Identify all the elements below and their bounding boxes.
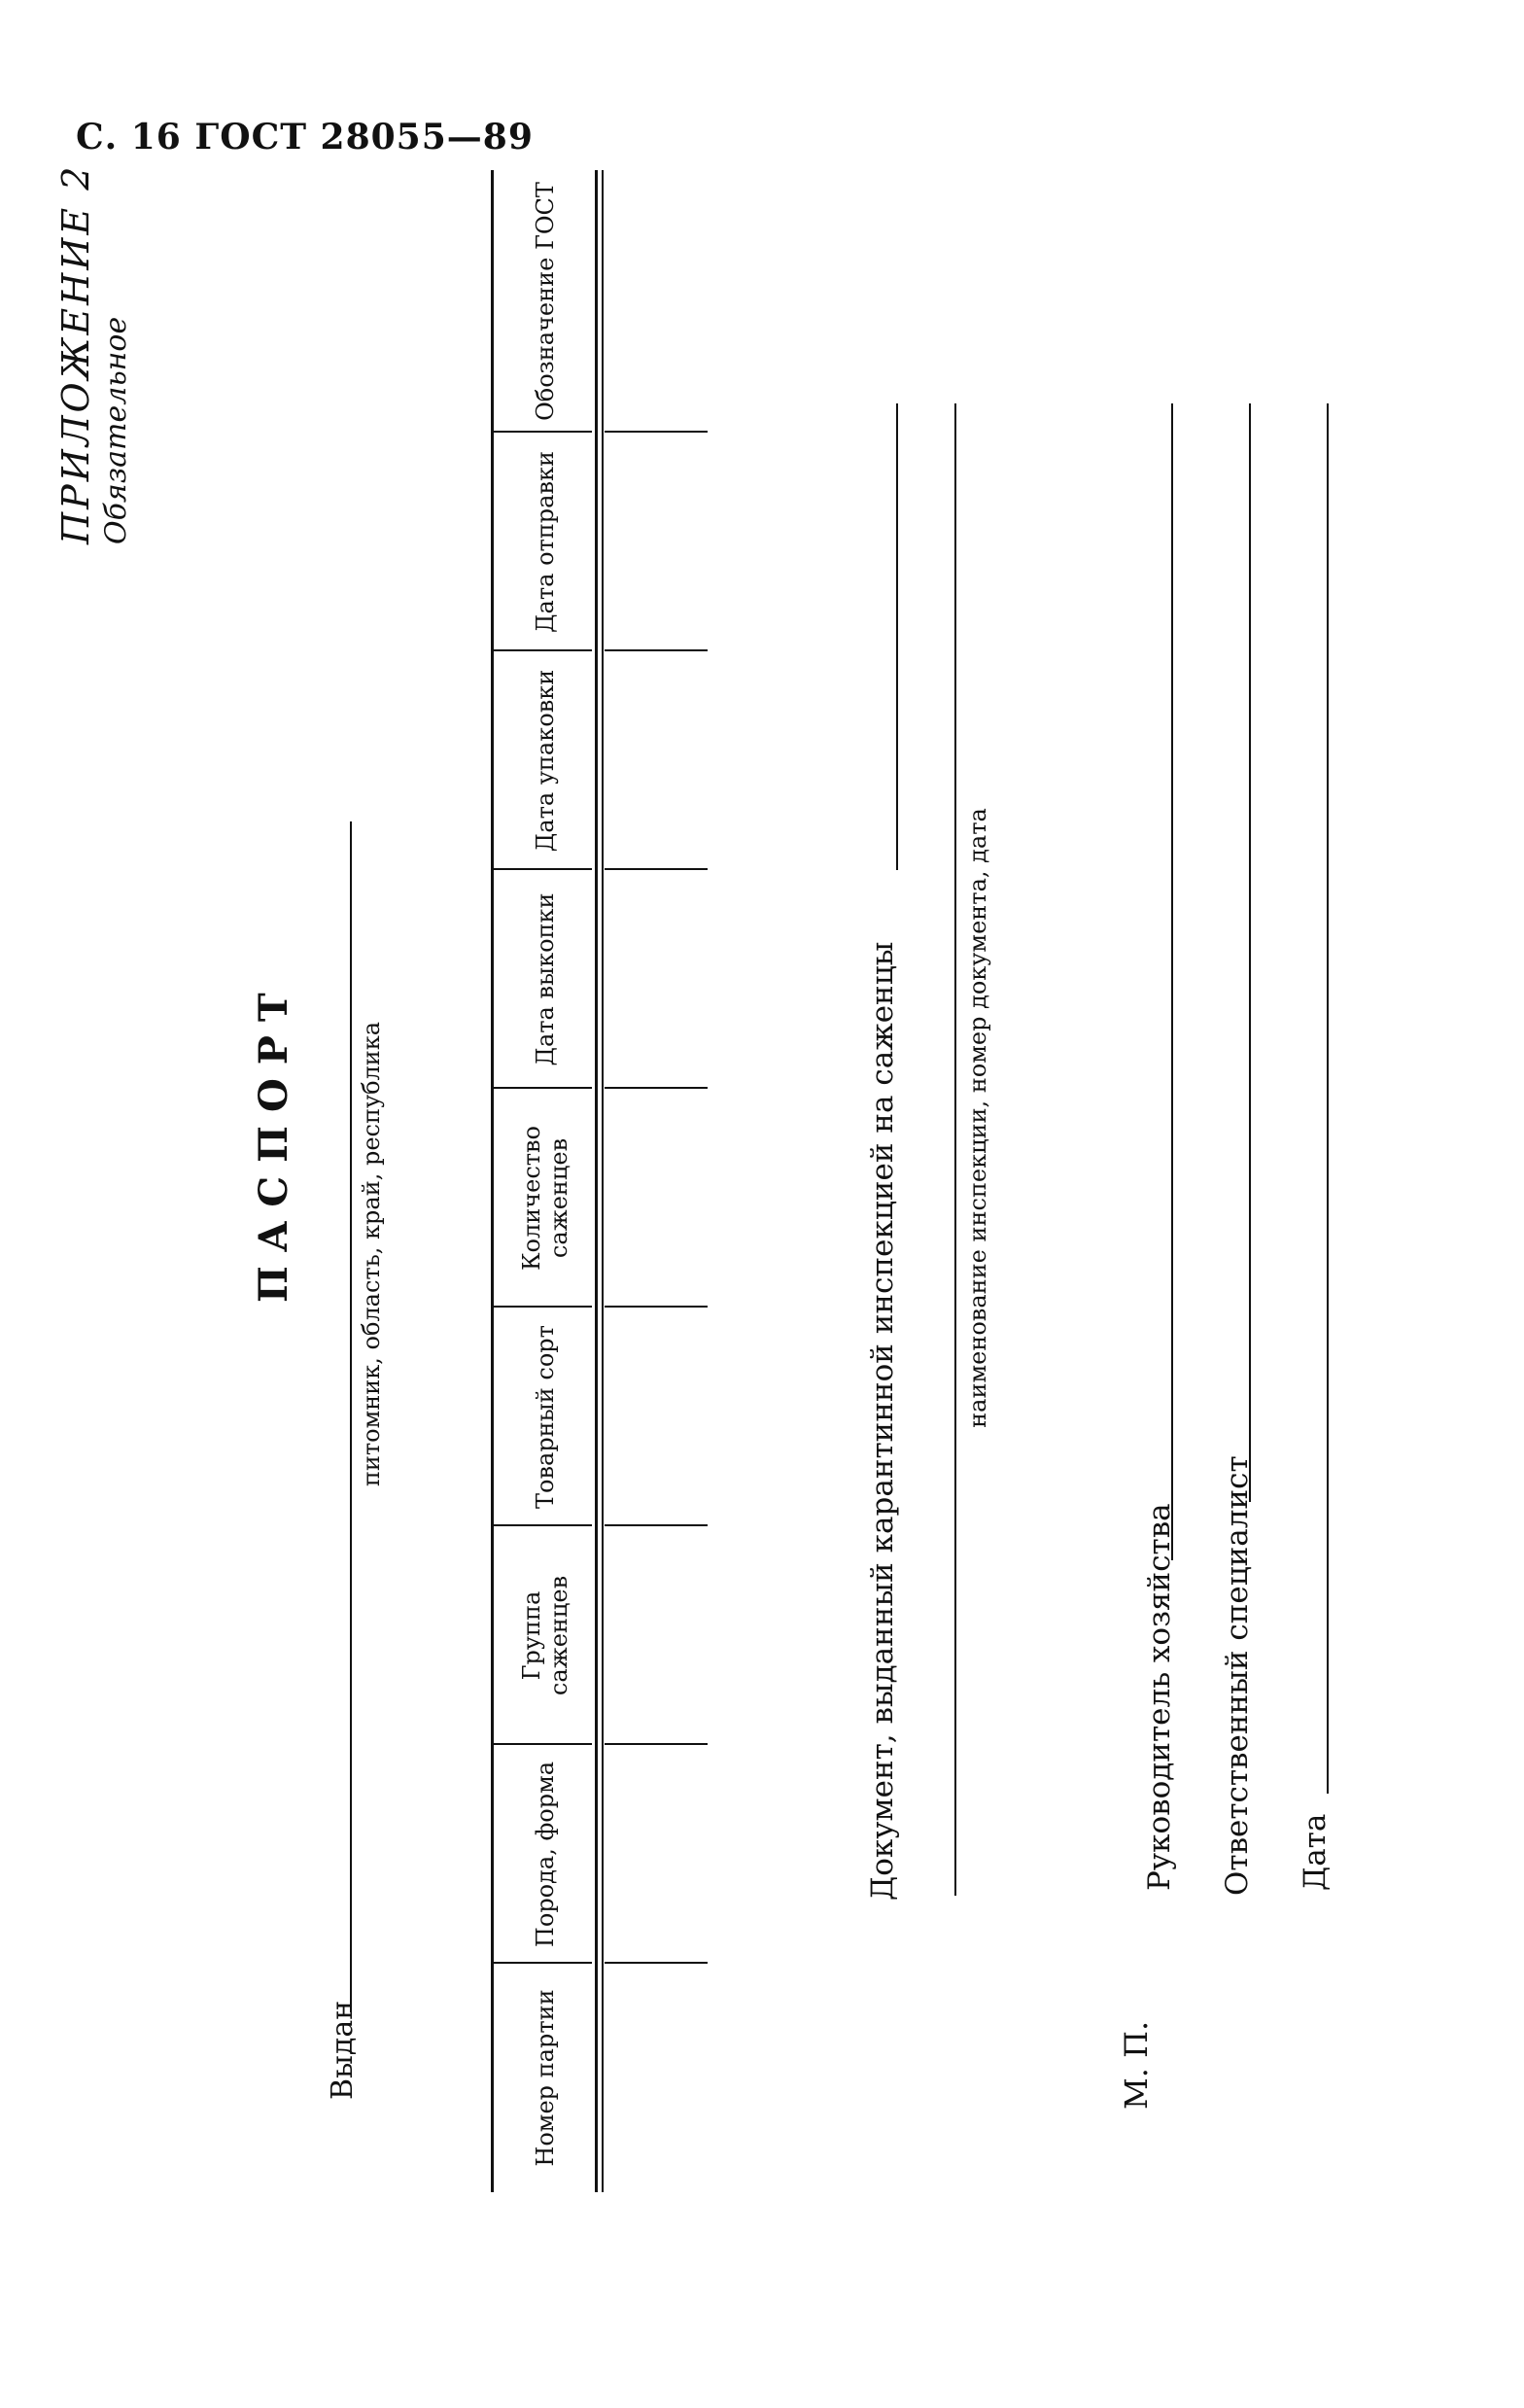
specialist-label: Ответственный специалист [1220,1455,1255,1896]
document-caption: наименование инспекции, номер документа, дата [964,808,991,1428]
date-fill-line[interactable] [1327,403,1329,1794]
table-header-cell: Порода, форма [532,1761,559,1948]
stamp-label: М. П. [1118,2020,1155,2110]
page-header: С. 16 ГОСТ 28055—89 [76,117,534,157]
table-top-rule [491,170,494,2192]
table-col-divider [491,1962,592,1964]
table-col-divider [491,1087,592,1089]
table-col-divider [491,1306,592,1308]
table-header-rule [595,170,598,2192]
appendix-title: ПРИЛОЖЕНИЕ 2 [54,163,97,544]
table-col-divider [491,649,592,651]
table-cell-divider [605,1743,708,1745]
issued-label: Выдан [326,2000,360,2100]
table-col-divider [491,1524,592,1526]
table-header-cell: Обозначение ГОСТ [532,182,559,421]
form-title: ПАСПОРТ [251,979,296,1303]
document-fill-line-2[interactable] [954,403,956,1896]
table-header-cell: Дата отправки [532,451,559,633]
table-header-cell: Дата выкопки [532,892,559,1066]
issued-caption: питомник, область, край, республика [358,1021,385,1487]
table-cell-divider [605,868,708,870]
table-col-divider [491,1743,592,1745]
table-header-cell: Группа саженцев [518,1575,572,1696]
document-label: Документ, выданный карантинной инспекцией на саженцы [865,941,900,1901]
table-header-cell: Дата упаковки [532,669,559,853]
table-col-divider [491,431,592,433]
table-cell-divider [605,1962,708,1964]
head-signature-line[interactable] [1171,403,1173,1560]
rotated-form [0,39,1458,2275]
table-cell-divider [605,1306,708,1308]
table-header-cell: Номер партии [532,1989,559,2167]
document-fill-line[interactable] [896,403,898,870]
appendix-block [53,58,135,544]
table-cell-divider [605,1087,708,1089]
table-cell-divider [605,431,708,433]
table-header-cell: Количество саженцев [518,1126,572,1272]
table-col-divider [491,868,592,870]
table-cell-divider [605,1524,708,1526]
specialist-signature-line[interactable] [1249,403,1251,1502]
table-header-cell: Товарный сорт [532,1325,559,1509]
table-cell-divider [605,649,708,651]
head-label: Руководитель хозяйства [1142,1503,1177,1891]
issued-fill-line[interactable] [350,821,352,2012]
table-header-rule-double [602,170,604,2192]
appendix-subtitle: Обязательное [99,316,133,544]
date-label: Дата [1298,1813,1333,1891]
